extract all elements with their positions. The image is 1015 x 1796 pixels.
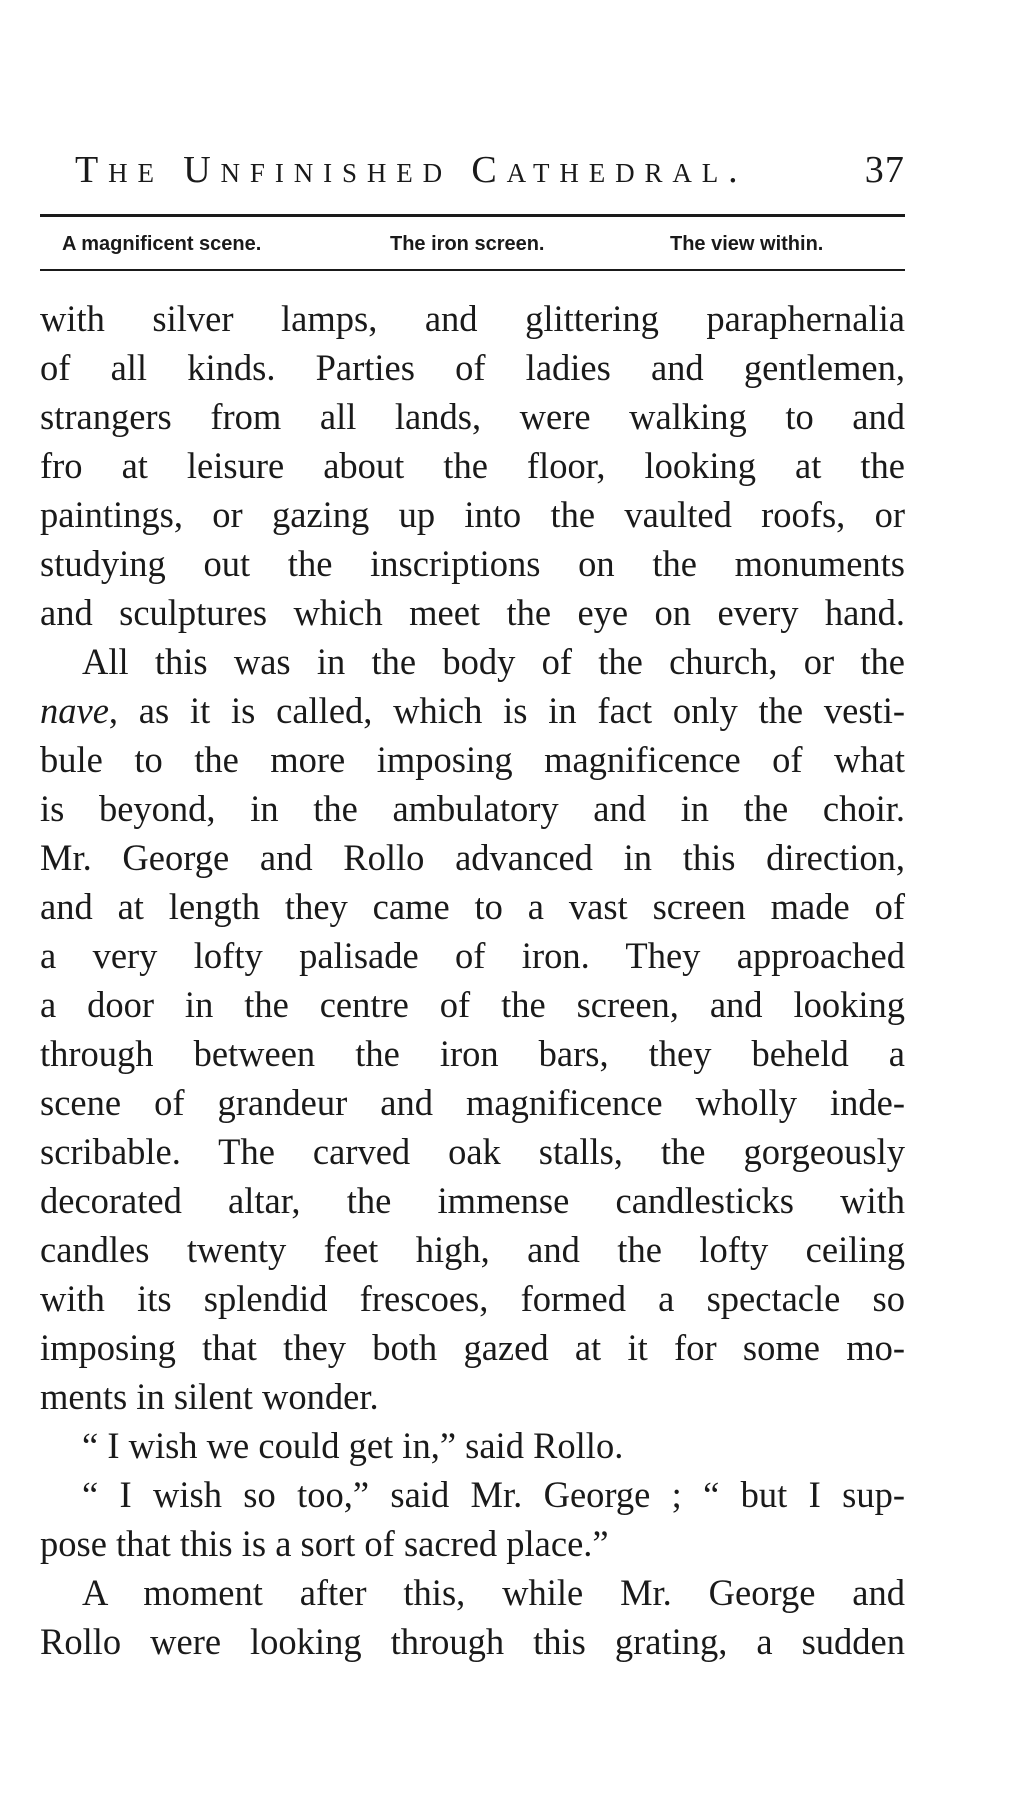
text-line: scribable. The carved oak stalls, the gorgeously [40,1131,905,1172]
text-line: decorated altar, the immense candlesticks with [40,1180,905,1221]
text-line: with silver lamps, and glittering paraphernalia [40,298,905,339]
text-line: strangers from all lands, were walking to and [40,396,905,437]
italic-term: nave [40,690,109,731]
running-title: The Unfinished Cathedral. [75,149,748,191]
body-text [40,294,905,1666]
text-line: “ I wish we could get in,” said Rollo. [82,1425,624,1466]
text-line: Rollo were looking through this grating, a sudden [40,1621,905,1662]
text-line: “ I wish so too,” said Mr. George ; “ but I sup- [82,1474,905,1515]
text-line: paintings, or gazing up into the vaulted roofs, or [40,494,905,535]
text-line: is beyond, in the ambulatory and in the choir. [40,788,905,829]
text-line: with its splendid frescoes, formed a spectacle so [40,1278,905,1319]
text-line: studying out the inscriptions on the monuments [40,543,905,584]
marginal-note: A magnificent scene. [62,233,262,255]
page-number: 37 [864,149,905,191]
text-line: candles twenty feet high, and the lofty ceiling [40,1229,905,1270]
text-line: and sculptures which meet the eye on every hand. [40,592,905,633]
text-line: a door in the centre of the screen, and looking [40,984,905,1025]
header-rule-top [40,214,905,217]
text-line: bule to the more imposing magnificence of what [40,739,905,780]
text-line [40,686,905,735]
header-rule-bottom [40,269,905,271]
text-line: imposing that they both gazed at it for some mo- [40,1327,905,1368]
text-line: ments in silent wonder. [40,1376,379,1417]
marginal-note: The iron screen. [390,233,545,255]
text-line: through between the iron bars, they beheld a [40,1033,905,1074]
text-line: scene of grandeur and magnificence wholly inde- [40,1082,905,1123]
text-line: All this was in the body of the church, or the [82,641,905,682]
text-line: of all kinds. Parties of ladies and gentlemen, [40,347,905,388]
text-line: A moment after this, while Mr. George and [82,1572,905,1613]
text-line: fro at leisure about the floor, looking at the [40,445,905,486]
text-line: a very lofty palisade of iron. They approached [40,935,905,976]
running-head [75,146,905,194]
text-line: and at length they came to a vast screen made of [40,886,905,927]
marginal-note: The view within. [670,233,824,255]
text-line: pose that this is a sort of sacred place.” [40,1523,609,1564]
text-fragment: , as it is called, which is in fact only the vesti- [108,690,905,731]
text-line: Mr. George and Rollo advanced in this direction, [40,837,905,878]
